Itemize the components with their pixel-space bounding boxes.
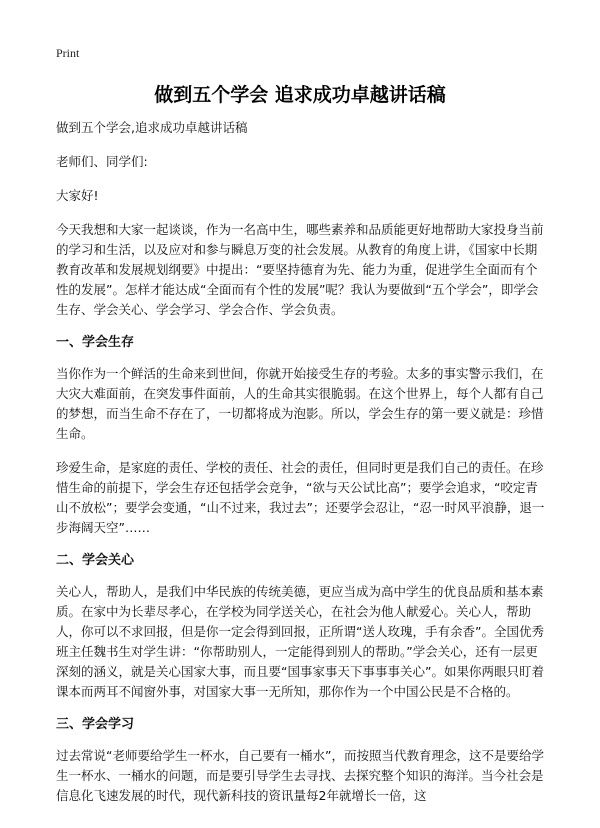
- print-link[interactable]: Print: [56, 46, 80, 60]
- section-heading-survive: 一、学会生存: [56, 335, 135, 350]
- intro-paragraph: 今天我想和大家一起谈谈，作为一名高中生，哪些素养和品质能更好地帮助大家投身当前的学习和生活，以及应对和参与瞬息万变的社会发展。从教育的角度上讲，《国家中长期教育改革和发展规划纲要》中提出：“要坚持德育为先、能力为重，促进学生全面而有个性的发展”。怎样才能达成“全面而有个性的发展”呢？我认为要做到“五个学会”，即学会生存、学会关心、学会学习、学会合作、学会负责。: [56, 222, 544, 317]
- section-paragraph: 珍爱生命，是家庭的责任、学校的责任、社会的责任，但同时更是我们自己的责任。在珍惜生命的前提下，学会生存还包括学会竞争，“欲与天公试比高”；要学会追求，“咬定青山不放松”；要学会变通，“山不过来，我过去”；还要学会忍让，“忍一时风平浪静，退一步海阔天空”……: [56, 460, 545, 535]
- page-title: 做到五个学会 追求成功卓越讲话稿: [154, 84, 446, 106]
- greeting: 大家好!: [56, 188, 99, 203]
- article-body: [56, 118, 546, 820]
- article-subtitle: 做到五个学会,追求成功卓越讲话稿: [56, 120, 248, 135]
- salutation: 老师们、同学们:: [56, 154, 148, 169]
- section-heading-learn: 三、学会学习: [56, 717, 135, 732]
- section-heading-care: 二、学会关心: [56, 553, 135, 568]
- section-paragraph: 当你作为一个鲜活的生命来到世间，你就开始接受生存的考验。太多的事实警示我们，在大灾大难面前，在突发事件面前，人的生命其实很脆弱。在这个世界上，每个人都有自己的梦想，而当生命不存在了，一切都将成为泡影。所以，学会生存的第一要义就是：珍惜生命。: [56, 366, 544, 441]
- section-paragraph: 过去常说“老师要给学生一杯水，自己要有一桶水”，而按照当代教育理念，这不是要给学生一杯水、一桶水的问题，而是要引导学生去寻找、去探究整个知识的海洋。当今社会是信息化飞速发展的时代，现代新科技的资讯量每2年就增长一倍，这: [56, 748, 544, 803]
- section-paragraph: 关心人，帮助人，是我们中华民族的传统美德，更应当成为高中学生的优良品质和基本素质。在家中为长辈尽孝心，在学校为同学送关心，在社会为他人献爱心。关心人，帮助人，你可以不求回报，但是你一定会得到回报，正所谓“送人玫瑰，手有余香”。全国优秀班主任魏书生对学生讲：“你帮助别人，一定能得到别人的帮助。”学会关心，还有一层更深刻的涵义，就是关心国家大事，而且要“国事家事天下事事事关心”。如果你两眼只盯着课本而两耳不闻窗外事，对国家大事一无所知，那你作为一个中国公民是不合格的。: [56, 584, 544, 699]
